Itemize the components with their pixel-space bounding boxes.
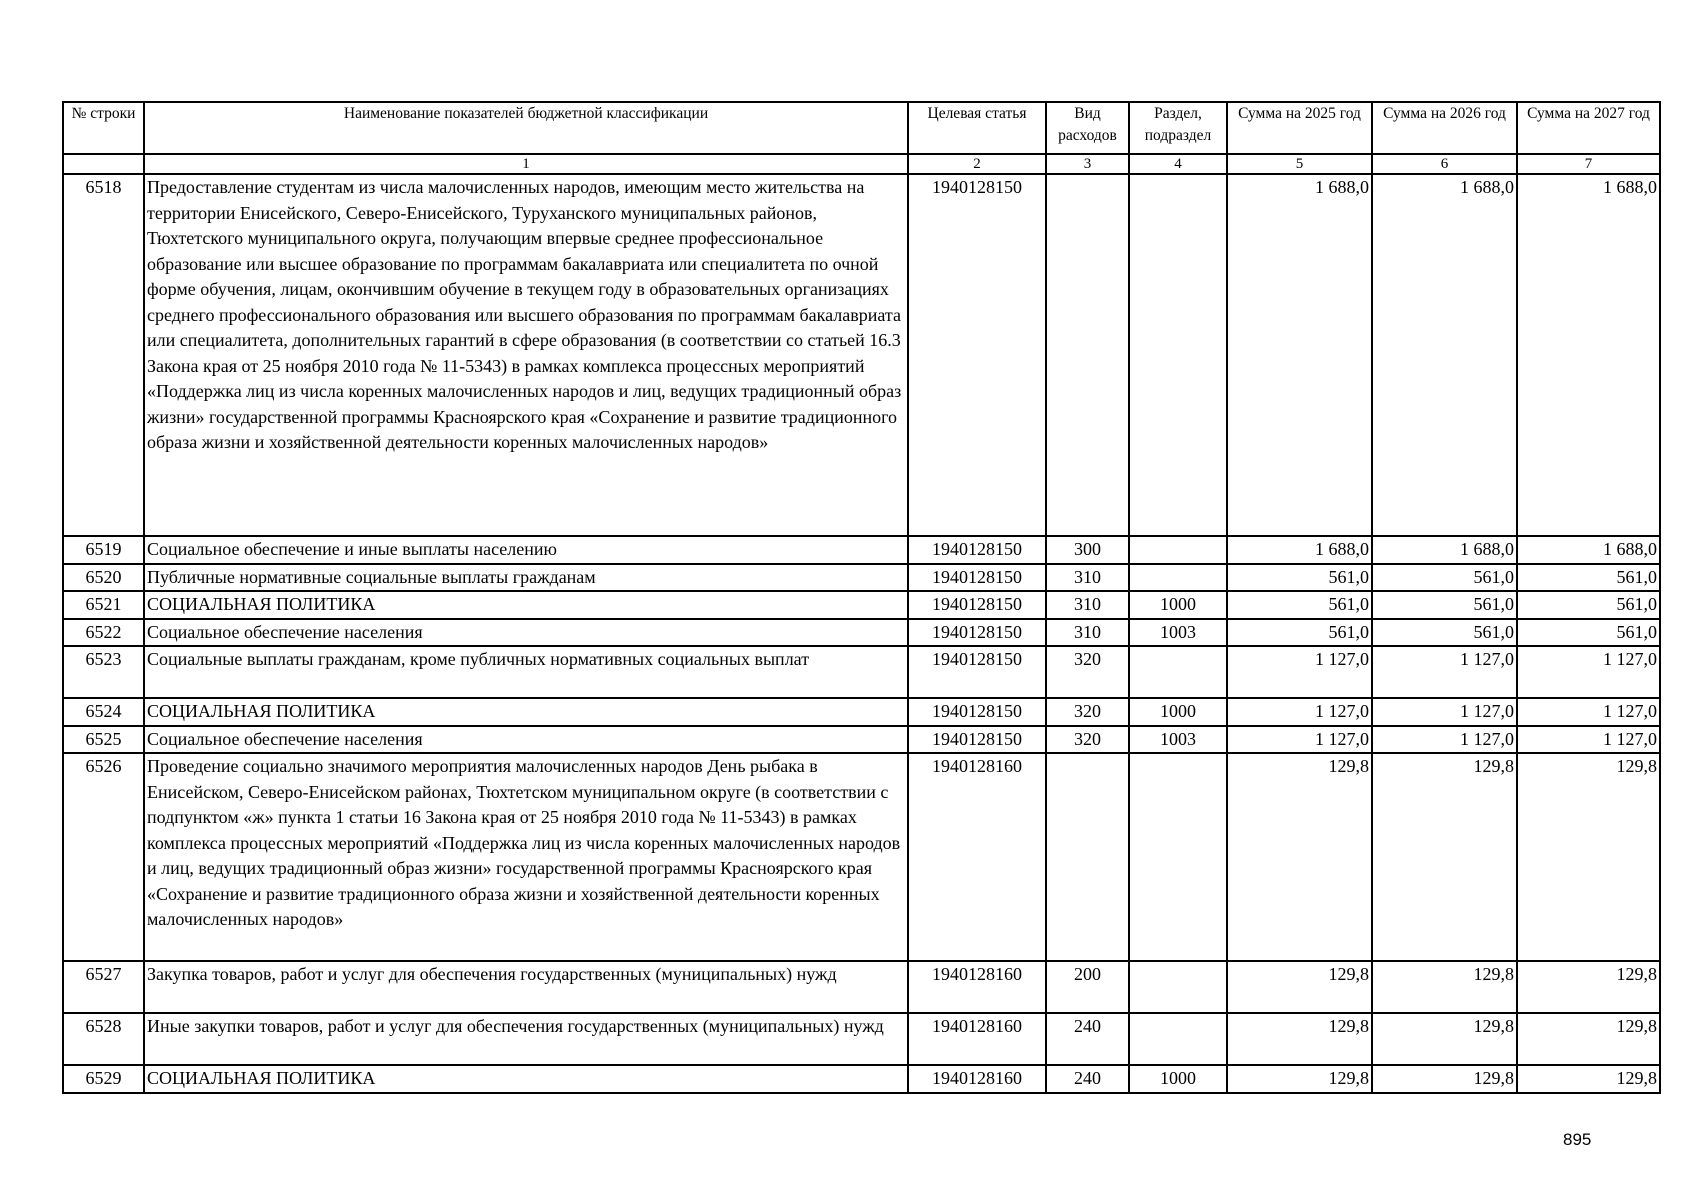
sum-2025-cell: 561,0 bbox=[1227, 591, 1372, 619]
row-number-cell: 6523 bbox=[63, 646, 144, 698]
table-row bbox=[63, 619, 1660, 647]
table-row bbox=[63, 174, 1660, 536]
row-number-cell: 6520 bbox=[63, 564, 144, 592]
table-row bbox=[63, 961, 1660, 1013]
sum-2026-cell: 129,8 bbox=[1372, 1013, 1517, 1065]
section-cell: 1000 bbox=[1129, 1065, 1227, 1093]
expense-type-cell: 200 bbox=[1046, 961, 1129, 1013]
sum-2027-cell: 1 127,0 bbox=[1517, 698, 1660, 726]
row-number-cell: 6529 bbox=[63, 1065, 144, 1093]
sum-2026-cell: 561,0 bbox=[1372, 591, 1517, 619]
expense-type-cell: 240 bbox=[1046, 1013, 1129, 1065]
row-name-cell: Проведение социально значимого мероприятия малочисленных народов День рыбака в Енисейском, Северо-Енисейском районах, Тюхтетском муниципальном округе (в соответствии с подпунктом «ж» пункта 1 статьи 16 Закона края от 25 ноября 2010 года № 11-5343) в рамках комплекса процессных мероприятий «Поддержка лиц из числа коренных малочисленных народов и лиц, ведущих традиционный образ жизни» государственной программы Красноярского края «Сохранение и развитие традиционного образа жизни и хозяйственной деятельности коренных малочисленных народов» bbox=[144, 753, 908, 961]
header-sum-2027: Сумма на 2027 год bbox=[1517, 102, 1660, 154]
row-number-cell: 6519 bbox=[63, 536, 144, 564]
target-article-cell: 1940128160 bbox=[908, 961, 1046, 1013]
sum-2027-cell: 129,8 bbox=[1517, 1013, 1660, 1065]
row-number-cell: 6524 bbox=[63, 698, 144, 726]
header-name: Наименование показателей бюджетной классификации bbox=[144, 102, 908, 154]
target-article-cell: 1940128150 bbox=[908, 564, 1046, 592]
expense-type-cell: 240 bbox=[1046, 1065, 1129, 1093]
header-row-no: № строки bbox=[63, 102, 144, 154]
row-name-cell: Социальные выплаты гражданам, кроме публичных нормативных социальных выплат bbox=[144, 646, 908, 698]
section-cell: 1003 bbox=[1129, 726, 1227, 754]
column-number: 2 bbox=[908, 154, 1046, 174]
table-row bbox=[63, 564, 1660, 592]
row-number-cell: 6521 bbox=[63, 591, 144, 619]
section-cell bbox=[1129, 174, 1227, 536]
section-cell bbox=[1129, 536, 1227, 564]
expense-type-cell: 310 bbox=[1046, 564, 1129, 592]
sum-2027-cell: 129,8 bbox=[1517, 961, 1660, 1013]
column-number: 3 bbox=[1046, 154, 1129, 174]
sum-2025-cell: 129,8 bbox=[1227, 1013, 1372, 1065]
sum-2027-cell: 129,8 bbox=[1517, 1065, 1660, 1093]
header-section: Раздел, подраздел bbox=[1129, 102, 1227, 154]
sum-2026-cell: 129,8 bbox=[1372, 961, 1517, 1013]
table-row bbox=[63, 753, 1660, 961]
row-name-cell: Закупка товаров, работ и услуг для обеспечения государственных (муниципальных) нужд bbox=[144, 961, 908, 1013]
row-name-cell: Предоставление студентам из числа малочисленных народов, имеющим место жительства на территории Енисейского, Северо-Енисейского, Туруханского муниципальных районов, Тюхтетского муниципального округа, получающим впервые среднее профессиональное образование или высшее образование по программам бакалавриата или специалитета по очной форме обучения, лицам, окончившим обучение в текущем году в образовательных организациях среднего профессионального образования или высшего образования по программам бакалавриата или специалитета, дополнительных гарантий в сфере образования (в соответствии со статьей 16.3 Закона края от 25 ноября 2010 года № 11-5343) в рамках комплекса процессных мероприятий «Поддержка лиц из числа коренных малочисленных народов и лиц, ведущих традиционный образ жизни» государственной программы Красноярского края «Сохранение и развитие традиционного образа жизни и хозяйственной деятельности коренных малочисленных народов» bbox=[144, 174, 908, 536]
expense-type-cell: 320 bbox=[1046, 726, 1129, 754]
target-article-cell: 1940128150 bbox=[908, 726, 1046, 754]
sum-2027-cell: 561,0 bbox=[1517, 564, 1660, 592]
row-name-cell: Социальное обеспечение населения bbox=[144, 726, 908, 754]
header-expense-type: Вид расходов bbox=[1046, 102, 1129, 154]
target-article-cell: 1940128150 bbox=[908, 536, 1046, 564]
sum-2026-cell: 1 127,0 bbox=[1372, 726, 1517, 754]
table-row bbox=[63, 726, 1660, 754]
row-name-cell: Иные закупки товаров, работ и услуг для обеспечения государственных (муниципальных) нужд bbox=[144, 1013, 908, 1065]
row-name-cell: СОЦИАЛЬНАЯ ПОЛИТИКА bbox=[144, 698, 908, 726]
sum-2026-cell: 1 688,0 bbox=[1372, 536, 1517, 564]
sum-2025-cell: 129,8 bbox=[1227, 1065, 1372, 1093]
header-row bbox=[63, 102, 1660, 154]
header-sum-2025: Сумма на 2025 год bbox=[1227, 102, 1372, 154]
sum-2026-cell: 1 688,0 bbox=[1372, 174, 1517, 536]
target-article-cell: 1940128150 bbox=[908, 619, 1046, 647]
row-name-cell: СОЦИАЛЬНАЯ ПОЛИТИКА bbox=[144, 591, 908, 619]
row-name-cell: Социальное обеспечение населения bbox=[144, 619, 908, 647]
column-number: 7 bbox=[1517, 154, 1660, 174]
section-cell bbox=[1129, 564, 1227, 592]
row-number-cell: 6526 bbox=[63, 753, 144, 961]
sum-2025-cell: 129,8 bbox=[1227, 753, 1372, 961]
column-number bbox=[63, 154, 144, 174]
section-cell bbox=[1129, 753, 1227, 961]
target-article-cell: 1940128160 bbox=[908, 1013, 1046, 1065]
header-sum-2026: Сумма на 2026 год bbox=[1372, 102, 1517, 154]
section-cell bbox=[1129, 646, 1227, 698]
sum-2027-cell: 1 127,0 bbox=[1517, 646, 1660, 698]
budget-table bbox=[62, 101, 1661, 1094]
table-row bbox=[63, 1065, 1660, 1093]
target-article-cell: 1940128150 bbox=[908, 646, 1046, 698]
header-target: Целевая статья bbox=[908, 102, 1046, 154]
expense-type-cell: 310 bbox=[1046, 619, 1129, 647]
sum-2026-cell: 561,0 bbox=[1372, 564, 1517, 592]
sum-2025-cell: 1 688,0 bbox=[1227, 536, 1372, 564]
sum-2025-cell: 129,8 bbox=[1227, 961, 1372, 1013]
sum-2026-cell: 1 127,0 bbox=[1372, 698, 1517, 726]
sum-2025-cell: 561,0 bbox=[1227, 564, 1372, 592]
expense-type-cell bbox=[1046, 174, 1129, 536]
target-article-cell: 1940128150 bbox=[908, 591, 1046, 619]
column-number: 1 bbox=[144, 154, 908, 174]
row-number-cell: 6522 bbox=[63, 619, 144, 647]
expense-type-cell: 310 bbox=[1046, 591, 1129, 619]
expense-type-cell: 320 bbox=[1046, 698, 1129, 726]
page-number: 895 bbox=[1563, 1130, 1592, 1149]
sum-2025-cell: 561,0 bbox=[1227, 619, 1372, 647]
section-cell bbox=[1129, 961, 1227, 1013]
target-article-cell: 1940128150 bbox=[908, 174, 1046, 536]
column-number: 6 bbox=[1372, 154, 1517, 174]
row-number-cell: 6525 bbox=[63, 726, 144, 754]
row-number-cell: 6528 bbox=[63, 1013, 144, 1065]
sum-2027-cell: 1 688,0 bbox=[1517, 536, 1660, 564]
row-name-cell: Публичные нормативные социальные выплаты гражданам bbox=[144, 564, 908, 592]
sum-2026-cell: 1 127,0 bbox=[1372, 646, 1517, 698]
section-cell: 1003 bbox=[1129, 619, 1227, 647]
section-cell: 1000 bbox=[1129, 591, 1227, 619]
table-row bbox=[63, 1013, 1660, 1065]
row-number-cell: 6527 bbox=[63, 961, 144, 1013]
sum-2027-cell: 1 688,0 bbox=[1517, 174, 1660, 536]
sum-2026-cell: 561,0 bbox=[1372, 619, 1517, 647]
sum-2027-cell: 561,0 bbox=[1517, 619, 1660, 647]
expense-type-cell bbox=[1046, 753, 1129, 961]
table-row bbox=[63, 698, 1660, 726]
target-article-cell: 1940128150 bbox=[908, 698, 1046, 726]
sum-2027-cell: 1 127,0 bbox=[1517, 726, 1660, 754]
sum-2027-cell: 561,0 bbox=[1517, 591, 1660, 619]
expense-type-cell: 300 bbox=[1046, 536, 1129, 564]
sum-2025-cell: 1 127,0 bbox=[1227, 698, 1372, 726]
section-cell bbox=[1129, 1013, 1227, 1065]
expense-type-cell: 320 bbox=[1046, 646, 1129, 698]
sum-2025-cell: 1 127,0 bbox=[1227, 726, 1372, 754]
column-number-row bbox=[63, 154, 1660, 174]
section-cell: 1000 bbox=[1129, 698, 1227, 726]
sum-2026-cell: 129,8 bbox=[1372, 753, 1517, 961]
column-number: 5 bbox=[1227, 154, 1372, 174]
table-row bbox=[63, 591, 1660, 619]
sum-2026-cell: 129,8 bbox=[1372, 1065, 1517, 1093]
sum-2027-cell: 129,8 bbox=[1517, 753, 1660, 961]
column-number: 4 bbox=[1129, 154, 1227, 174]
row-number-cell: 6518 bbox=[63, 174, 144, 536]
row-name-cell: Социальное обеспечение и иные выплаты населению bbox=[144, 536, 908, 564]
target-article-cell: 1940128160 bbox=[908, 753, 1046, 961]
sum-2025-cell: 1 127,0 bbox=[1227, 646, 1372, 698]
row-name-cell: СОЦИАЛЬНАЯ ПОЛИТИКА bbox=[144, 1065, 908, 1093]
sum-2025-cell: 1 688,0 bbox=[1227, 174, 1372, 536]
table-row bbox=[63, 536, 1660, 564]
table-row bbox=[63, 646, 1660, 698]
target-article-cell: 1940128160 bbox=[908, 1065, 1046, 1093]
